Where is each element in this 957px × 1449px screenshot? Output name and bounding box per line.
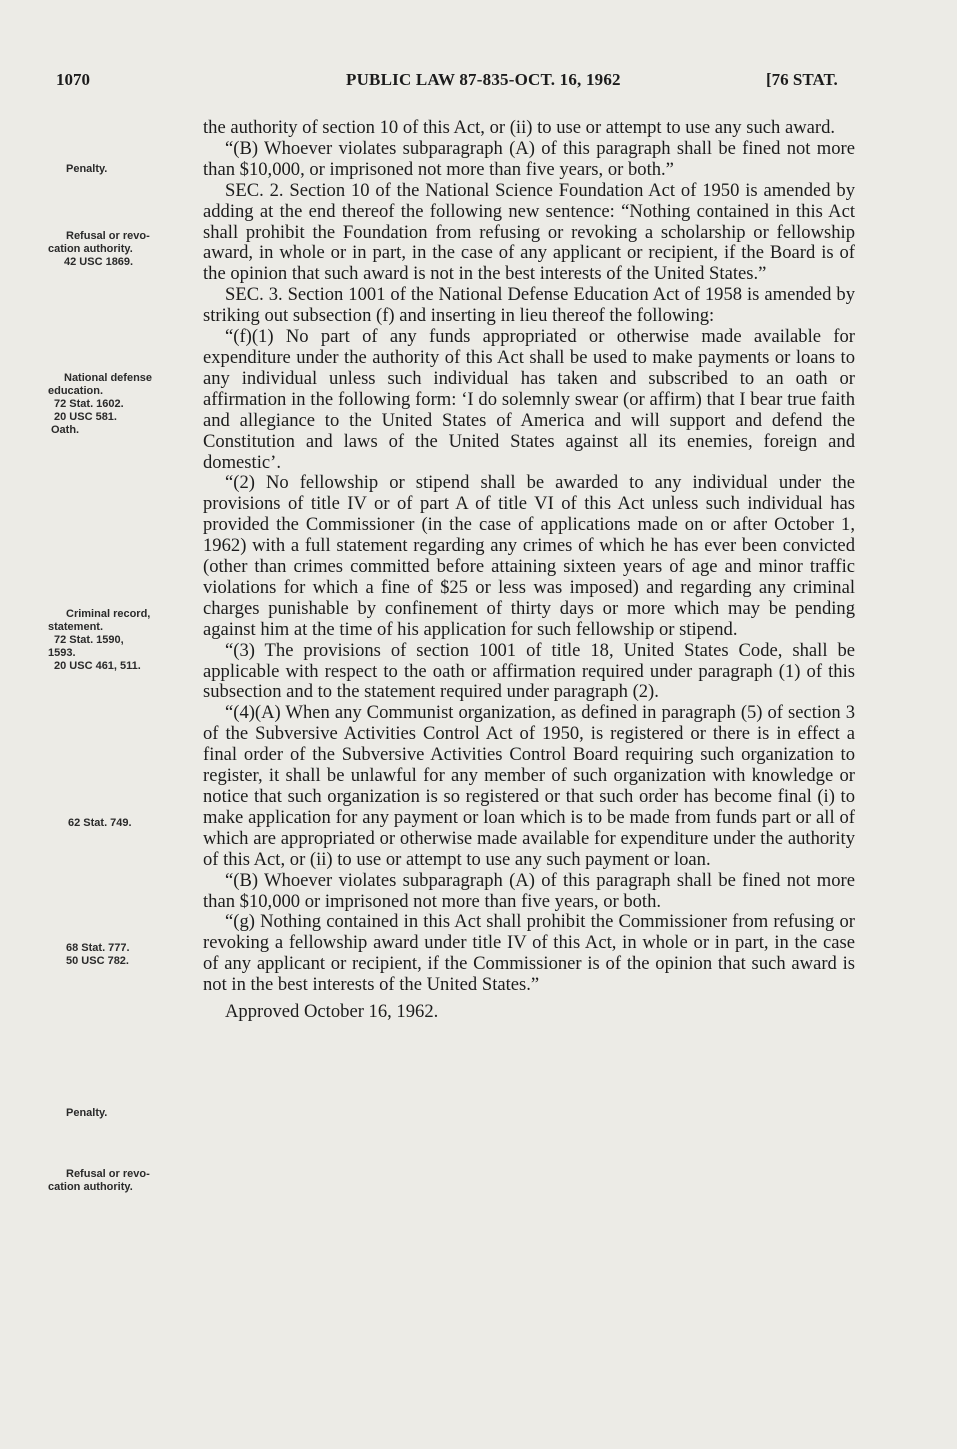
margin-note-criminal-record: Criminal record, statement. 72 Stat. 1590, 1593. 20 USC 461, 511. [48,608,151,672]
margin-note-62-stat: 62 Stat. 749. [68,817,132,829]
paragraph-f3: “(3) The provisions of section 1001 of title 18, United States Code, shall be applicable with respect to the oath or affirmation required under paragraph (1) of this subsection and to the statement required under paragraph (2). [203,639,855,703]
body-text [203,118,855,1023]
paragraph-2: “(B) Whoever violates subparagraph (A) of this paragraph shall be fined not more than $10,000, or imprisoned not more than five years, or both.” [203,137,855,180]
paragraph-g: “(g) Nothing contained in this Act shall prohibit the Commissioner from refusing or revoking a fellowship award under title IV of this Act, in whole or in part, in the case of any applicant or recipient, if the Commissioner is of the opinion that such award is not in the best interests of the United States.” [203,911,855,996]
margin-note-penalty-2: Penalty. [66,1107,108,1119]
paragraph-f4b: “(B) Whoever violates subparagraph (A) of this paragraph shall be fined not more than $10,000 or imprisoned not more than five years, or both. [203,869,855,912]
margin-note-national-defense: National defense education. 72 Stat. 1602. 20 USC 581. Oath. [48,372,153,436]
margin-note-refusal-1: Refusal or revo- cation authority. 42 USC 1869. [48,230,150,268]
margin-note-68-stat: 68 Stat. 777. 50 USC 782. [66,942,130,967]
margin-note-penalty-1: Penalty. [66,163,108,175]
statute-volume: [76 STAT. [766,70,838,89]
paragraph-f1: “(f)(1) No part of any funds appropriated or otherwise made available for expenditure under the authority of this Act shall be used to make payments or loans to any individual unless such individual has taken and subscribed to an oath or affirmation in the following form: ‘I do solemnly swear (or affirm) that I bear true faith and allegiance to the United States of America and will support and defend the Constitution and laws of the United States against all its enemies, foreign and domestic’. [203,326,855,473]
paragraph-f4a: “(4)(A) When any Communist organization, as defined in paragraph (5) of section 3 of the Subversive Activities Control Act of 1950, is registered or there is in effect a final order of the Subversive Activities Control Board requiring such organization to register, it shall be unlawful for any member of such organization with knowledge or notice that such organization is so registered or that such order has become final (i) to make application for any payment or loan which is to be made from funds part or all of which are appropriated or otherwise made available for expenditure under the authority of this Act, or (ii) to use or attempt to use any such payment or loan. [203,702,855,870]
approval-date: Approved October 16, 1962. [225,1001,439,1023]
section-2: SEC. 2. Section 10 of the National Science Foundation Act of 1950 is amended by adding at the end thereof the following new sentence: “Nothing contained in this Act shall prohibit the Foundation from refusing or revoking a scholarship or fellowship award, in whole or in part, in the case of any applicant or recipient, if the Board is of the opinion that such award is not in the best interests of the United States.” [203,179,855,285]
margin-note-refusal-2: Refusal or revo- cation authority. [48,1168,150,1193]
section-3: SEC. 3. Section 1001 of the National Defense Education Act of 1958 is amended by striking out subsection (f) and inserting in lieu thereof the following: [203,284,855,327]
paragraph-1: the authority of section 10 of this Act, or (ii) to use or attempt to use any such award. [203,117,836,138]
page-header [0,70,957,100]
running-title: PUBLIC LAW 87-835-OCT. 16, 1962 [346,70,621,89]
page-number: 1070 [56,70,90,89]
paragraph-f2: “(2) No fellowship or stipend shall be awarded to any individual under the provisions of title IV or of part A of title VI of this Act unless such individual has provided the Commissioner (in the case of applications made on or after October 1, 1962) with a full statement regarding any crimes of which he has ever been convicted (other than crimes committed before attaining sixteen years of age and minor traffic violations for which a fine of $25 or less was imposed) and regarding any criminal charges punishable by confinement of thirty days or more which may be pending against him at the time of his application for such fellowship or stipend. [203,472,855,640]
